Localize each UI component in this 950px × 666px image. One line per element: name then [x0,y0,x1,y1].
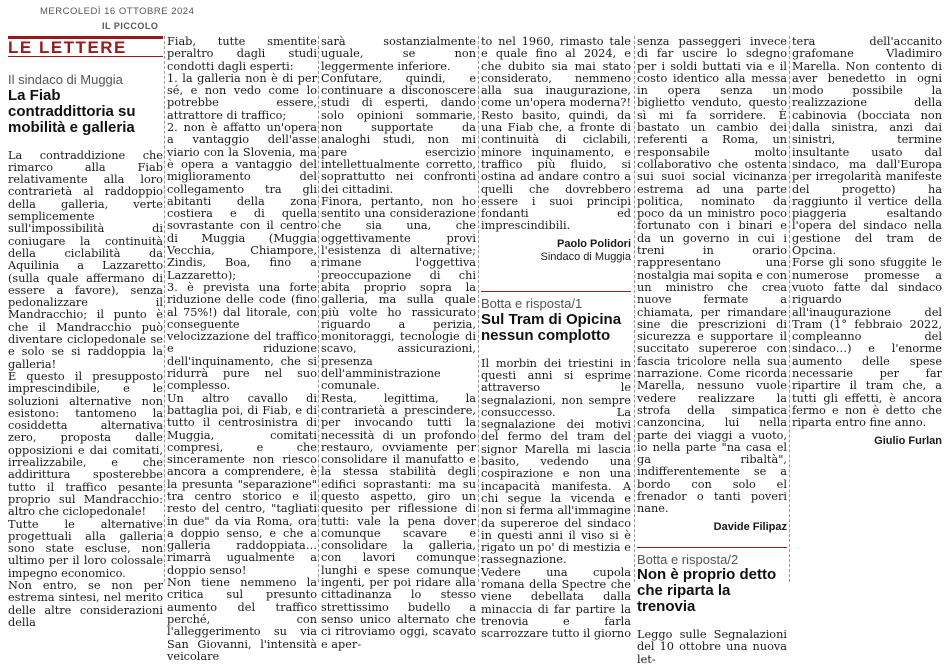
paragraph: Non entro, se non per estrema sintesi, nel merito delle altre considerazioni della [8,578,163,629]
paragraph: Non tiene nemmeno la critica sul presunto aumento del traffico perché, con l'alleggerimento su via San Giovanni, l'intensità veicolare [167,576,317,663]
letter1-headline: La Fiab contraddittoria su mobilità e galleria [8,86,136,136]
section-heading: LE LETTERE [8,36,163,57]
column-rule [634,36,635,582]
column-4 [481,35,632,641]
letter2-signature: Davide Filipaz [713,520,787,533]
column-rule [318,36,319,582]
letter3-headline: Non è proprio detto che riparta la trenovia [637,566,777,616]
column-1 [8,36,163,629]
paragraph: 3. è prevista una forte riduzione delle code (fino al 75%!) dal litorale, con conseguente velocizzazione del traffico e riduzione dell'inquinamento, che si ridurrà pure nel suo complesso. [167,280,317,393]
paragraph: tera dell'accanito grafomane Vladimiro Marella. Non contento di aver benedetto in ogni modo possibile la realizzazione della cabinovia (bocciata non dalla sinistra, anzi dai sinistri, termine insultante usato dal sindaco, ma dall'Europa per irregolarità manifeste del progetto) ha raggiunto il vertice della piaggeria esaltando l'opera del sindaco nella gestione del tram de Opcina. [792,35,942,258]
column-rule [789,36,790,582]
letter1-kicker: Il sindaco di Muggia [8,72,123,88]
letter3-kicker: Botta e risposta/2 [637,547,787,566]
letter1-signature-title: Sindaco di Muggia [540,251,631,264]
letter2-kicker: Botta e risposta/1 [481,291,631,310]
paragraph: Tutte le alternative progettuali alla galleria sono state escluse, non ultimo per il loro colossale impegno economico. [8,517,163,580]
newspaper-name: IL PICCOLO [102,21,159,31]
paragraph: Confutare, quindi, e continuare a disconoscere studi di esperti, dando solo opinioni sommarie, non supportate da analoghi studi, non mi pare esercizio intellettualmente corretto, soprattutto nei confronti dei cittadini. [321,71,476,196]
letter1-signature: Paolo Polidori [557,237,631,250]
letter3-signature: Giulio Furlan [874,434,942,447]
column-2 [167,35,317,663]
paragraph: sarà sostanzialmente uguale, se non leggermente inferiore. [321,35,476,73]
paragraph: Finora, pertanto, non ho sentito una considerazione che sia una, che oggettivamente provi l'esistenza di alternative; rimane l'oggettiva preoccupazione di chi abita proprio sopra la galleria, ma sulla quale più volte ho rassicurato riguardo a perizia, monitoraggi, tecnologie di scavo, assicurazioni, presenza dell'amministrazione comunale. [321,194,476,393]
paragraph: Forse gli sono sfuggite le numerose promesse a vuoto fatte dal sindaco riguardo all'inaugurazione del Tram (1° febbraio 2022, compleanno del sindaco…) e l'enorme aumento delle spese necessarie per far ripartire il tram che, a tutti gli effetti, è ancora fermo e non è detto che riparta entro fine anno. [792,256,942,430]
paragraph: Fiab, tutte smentite peraltro dagli studi condotti dagli esperti: [167,35,317,73]
paragraph: 1. la galleria non è di per sé, e non vedo come lo potrebbe essere, attrattore di traffico; [167,71,317,122]
column-3 [321,35,476,651]
masthead [40,6,195,31]
paragraph: 2. non è affatto un'opera a vantaggio dell'asse viario con la Slovenia, ma è opera a vantaggio del miglioramento del collegamento tra gli abitanti della zona costiera e di quella sovrastante con il centro di Muggia (Muggia Vecchia, Chiampore, Zindis, Boa, fino a Lazzaretto); [167,121,317,282]
paragraph: Vedere una cupola romana della Spectre che viene debellata dalla minaccia di far partire la trenovia e farla scarrozzare tutto il giorno [481,565,632,641]
column-5 [637,35,787,666]
column-6 [792,36,942,584]
paragraph: Il morbin dei triestini in questi anni si esprime attraverso le segnalazioni, non sempre consuccesso. La segnalazione dei motivi del fermo del tram del signor Marella mi lascia basito, vedendo una cospirazione e non una incapacità manifesta. A chi segue la vicenda e non si ferma all'immagine da supereroe del sindaco in questi anni il viso si è rigato un po' di mestizia e rassegnazione. [481,356,631,567]
issue-date: MERCOLEDÌ 16 OTTOBRE 2024 [40,6,195,17]
paragraph: È questo il presupposto imprescindibile, e le soluzioni alternative non esistono: tantomeno la cosiddetta alternativa zero, proposta dalle opposizioni e dai comitati, irrealizzabile, e che addirittura sposterebbe tutto il traffico pesante proprio sul Mandracchio: altro che ciclopedonale! [8,369,163,519]
paragraph: to nel 1960, rimasto tale e quale fino al 2024, e che dubito sia mai stato considerato, nemmeno alla sua inaugurazione, come un'opera moderna?! Resto basito, quindi, da una Fiab che, a fronte di continuità di ciclabili, minore inquinamento, e traffico più fluido, si ostina ad andare contro a quelli che dovrebbero essere i suoi principi fondanti ed imprescindibili. [481,35,631,233]
paragraph: senza passeggeri invece di far uscire lo sdegno per i soldi buttati via e il costo identico alla messa in opera senza un biglietto venduto, questo sì mi fa sorridere. È bastato un cambio dei referenti a Roma, un responsabile molto collaborativo che ostenta sui suoi social vicinanza estrema ad una parte politica, nominato da poco da un ministro poco fortunato con i binari e da un governo in cui i treni in orario rappresentano una nostalgia mai sopita e con un ministro che crea nuove fermate a chiamata, per rimandare sine die prescrizioni di sicurezza e supportare il succitato supereroe con fascia tricolore nella sua narrazione. Come ricorda Marella, nessuno vuole vedere realizzare la strofa della simpatica canzoncina, lui nella parte dei viaggi a vuoto, io nella parte "na casa el ga ribaltà", indifferentemente se a bordo con solo el frenador o tanti poveri nane. [637,35,787,516]
paragraph: Leggo sulle Segnalazioni del 10 ottobre una nuova let- [637,628,787,666]
letter2-headline: Sul Tram di Opicina nessun complotto [481,310,622,344]
paragraph: Un altro cavallo di battaglia poi, di Fiab, e di tutto il centrosinistra di Muggia, comitati compresi, e che sinceramente non riesco ancora a comprendere, è la presunta "separazione" tra centro storico e il resto del centro, "tagliati in due" da via Roma, ora a doppio senso, e che a galleria raddoppiata… rimarrà ugualmente a doppio senso! [167,391,317,577]
paragraph: La contraddizione che rimarco alla Fiab relativamente alla loro contrarietà al raddoppio della galleria, verte semplicemente sull'impossibilità di coniugare la continuità della ciclabilità da Aquilinia a Lazzaretto (sulla quale affermano di essere a favore), senza pedonalizzare il Mandracchio; il punto è che il Mandracchio può diventare ciclopedonale se e solo se si raddoppia la galleria! [8,148,163,371]
column-rule [478,36,479,582]
column-rule [164,36,165,582]
paragraph: Resta, legittima, la contrarietà a prescindere, per invocando tutti la necessità di un profondo restauro, ovviamente per consolidare il manufatto e la stessa stabilità degli edifici soprastanti: ma su questo aspetto, giro un quesito per riflessione di tutti: vale la pena dover comunque scavare e consolidare la galleria, con lavori comunque lunghi e spese comunque ingenti, per poi ridare alla cittadinanza lo stesso strettissimo budello a senso unico alternato che ci ritroviamo oggi, scavato e aper- [321,391,476,651]
